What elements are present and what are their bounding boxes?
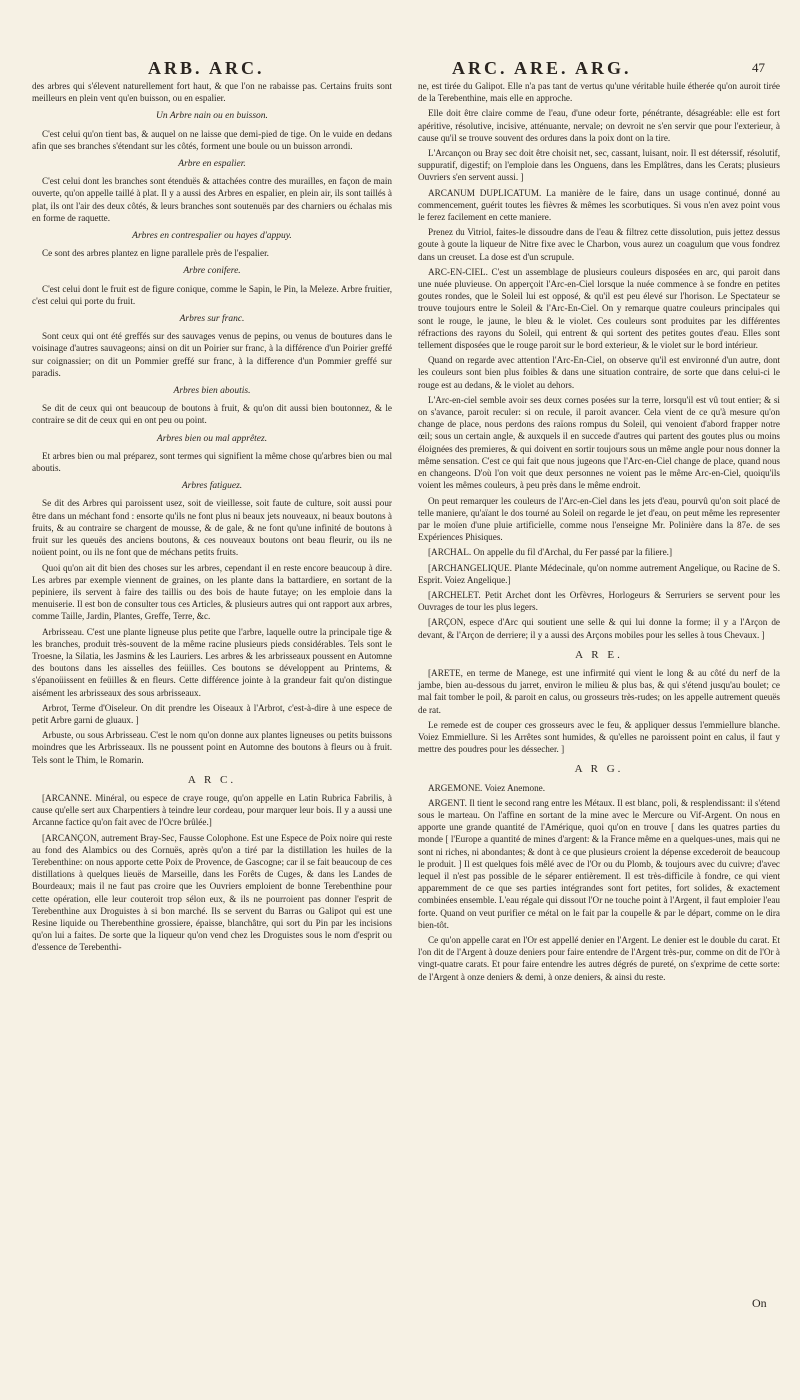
paragraph: [ARCHAL. On appelle du fil d'Archal, du Fer passé par la filiere.] [428,547,673,558]
paragraph: ARGENT. Il tient le second rang entre les Métaux. Il est blanc, poli, & resplendissant: il s'étend sous le marteau. On l'affine en sortant de la mine avec le Mercure ou Vif-Argent. On nous en apporte une grande quantité de l'Amérique, quoi qu'on en trouve [ dans les quatres parties du monde [ l'Europe a quantité de mines d'argent: & la France même en a quelques-unes, mais qui ne sont ni riches, ni abondantes; & dont à ce que plusieurs croient la dépense excederoit de beaucoup le produit. ] Il est quelques fois mêlé avec de l'Or ou du Plomb, & toujours avec du cuivre; d'avec lequel il n'est pas possible de le séparer entièrement. Il est très-difficile à fondre, ce qui vient apparemment de ce que ses parties intégrandes sont fort petites, fort solides, & exactement combinées ensemble. L'eau régale qui dissout l'Or ne touche point à l'Argent, il faut emploier l'eau forte. Quand on veut purifier ce métal on le fait par la coupelle & par le départ, comme on le dira bien-tôt. [418,797,780,930]
paragraph: [ARCANÇON, autrement Bray-Sec, Fausse Colophone. Est une Espece de Poix noire qui reste au fond des Alambics ou des Cornuës, après qu'on a tiré par la distillation les huiles de la Terebenthine: on nous apporte cette Poix de Provence, de Gascogne; car il se fait beaucoup de ces distillations à quelques lieuës de Marseille, dans les Forêts de Cuges, & dans les Landes de Bourdeaux; mais il ne faut pas croire que les Ouvriers emploient de bonne Terebenthine pour cette opération, elle leur couteroit trop sélon eux, & ils ne pourroient pas donner l'esprit de Terebenthine aux Droguistes à si bon marché. Ils se servent du Barras ou Galipot qui est une Resine liquide ou Therebenthine grossiere, épaisse, blanchâtre, qui sort du Pin par les incisions qu'on lui a faites. De sorte que la liqueur qu'on vend chez les Droguistes sous le nom d'esprit ou d'essence de Terebenthi- [32,832,392,953]
section-heading: Arbre conifere. [183,266,241,277]
paragraph: C'est celui dont le fruit est de figure conique, comme le Sapin, le Pin, la Meleze. Arbre fruitier, c'est celui qui porte du fruit. [32,283,392,306]
paragraph: ne, est tirée du Galipot. Elle n'a pas tant de vertus qu'une véritable huile étherée qu'on auroit tirée de la Terebenthine, mais elle en approche. [418,81,780,104]
running-header-right: ARC. ARE. ARG. [452,58,632,78]
paragraph: [ARCHELET. Petit Archet dont les Orfèvres, Horlogeurs & Serruriers se servent pour les Ouvrages de tour les plus legers. [418,589,780,613]
paragraph: Arbrisseau. C'est une plante ligneuse plus petite que l'arbre, laquelle outre la principale tige & les branches, produit très-souvent de la même racine plusieurs pieds considérables. Tels sont le Troesne, la Silatia, les Jasmins & les Lauriers. Les arbres & les arbrisseaux poussent en Automne des boutons dans les aisselles des feüilles. Ces boutons se développent au Printems, & s'épanoüissent en feüilles & en fleurs. Cette différence jointe à la grandeur fait qu'on distingue aisément les arbrisseaux des sous arbrisseaux. [32,626,392,698]
section-heading: Un Arbre nain ou en buisson. [156,111,268,122]
section-heading: Arbre en espalier. [178,159,246,170]
paragraph: [ARCHANGELIQUE. Plante Médecinale, qu'on nomme autrement Angelique, ou Racine de S. Esprit. Voiez Angelique.] [418,562,780,585]
page-number: 47 [752,60,765,75]
running-header-left: ARB. ARC. [148,58,265,78]
paragraph: Se dit des Arbres qui paroissent usez, soit de vieillesse, soit faute de culture, soit aussi pour être dans un méchant fond : ensorte qu'ils ne font plus ni beaux jets nouveaux, ni beaux boutons à fruits, & au contraire se chargent de mousse, & de gale, & ne font qu'une infinité de boutons à fruit sur les queuës des anciens boutons, & ces nouveaux boutons ont beau fleurir, ou ils ne noüent point, ou ils ne font que de méchans petits fruits. [32,498,392,558]
paragraph: Arbuste, ou sous Arbrisseau. C'est le nom qu'on donne aux plantes ligneuses ou petits buissons moindres que les Arbrisseaux. Ils ne poussent point en Automne des boutons à fleurs ou à fruit. Tels sont le Thim, le Romarin. [32,730,392,765]
section-heading: A R C. [187,773,237,786]
paragraph: des arbres qui s'élevent naturellement fort haut, & que l'on ne rabaisse pas. Certains fruits sont meilleurs en plein vent qu'en buisson, ou en espalier. [32,81,392,104]
paragraph: Ce sont des arbres plantez en ligne parallele près de l'espalier. [42,248,269,259]
section-heading: A R E. [575,648,623,661]
paragraph: L'Arc-en-ciel semble avoir ses deux cornes posées sur la terre, lorsqu'il est vû tout entier; & si on s'avance, paroit reculer: si on recule, il paroit avancer. Cela vient de ce qu'à mesure qu'on change de place, nous perdons des raïons rompus du Soleil, qui venoient d'abord frapper notre œil; sous un certain angle, & auxquels il en succede d'autres qui partent des goutes plus ou moins éloignées des premieres, & qui doivent en sortir toujours sous un même angle pour nous donner la même sensation. C'est ce qui fait que nous jugeons que l'Arc-en-Ciel change de place, quand nous en changeons. D'où l'on voit que deux personnes ne voient pas le même Arc-en-Ciel, quoiqu'ils voient les mêmes couleurs, à peu près dans le même endroit. [418,394,780,491]
paragraph: Quand on regarde avec attention l'Arc-En-Ciel, on observe qu'il est environné d'un autre, dont les couleurs sont bien plus foibles & dans une situation contraire, de sorte que dans celui-ci le rouge est au dedans, & le violet au dehors. [418,355,780,390]
catchword: On [752,1296,767,1310]
paragraph: Et arbres bien ou mal préparez, sont termes qui signifient la même chose qu'arbres bien ou mal aboutis. [32,450,392,474]
paragraph: Se dit de ceux qui ont beaucoup de boutons à fruit, & qu'on dit aussi bien boutonnez, & le contraire se dit de ceux qui en ont peu ou point. [32,403,392,426]
paragraph: [ARETE, en terme de Manege, est une infirmité qui vient le long & au côté du nerf de la jambe, bien au-dessous du jarret, environ le milieu & plus bas, & qui s'étend jusqu'au boulet; ce mal fait tomber le poil, & paroit en calus, ou grosseurs très-rudes; on les appelle autrement queuës de rat. [418,667,780,715]
paragraph: Elle doit être claire comme de l'eau, d'une odeur forte, pénétrante, désagréable: elle est fort apéritive, résolutive, incisive, atténuante, nervale; on devroit ne s'en servir que pour l'exterieur, à cause qu'il se trouve souvent des ordures dans la poix dont on la tire. [418,108,780,143]
paragraph: C'est celui qu'on tient bas, & auquel on ne laisse que demi-pied de tige. On le vuide en dedans afin que ses branches s'étendant sur les côtés, forment une boule ou un buisson arrondi. [32,128,392,151]
paragraph: ARCANUM DUPLICATUM. La manière de le faire, dans un usage continué, donné au commencement, guérit toutes les fièvres & mêmes les scorbutiques. Si vous n'en avez point vous le ferez facilement en cette maniere. [418,187,780,223]
paragraph: Prenez du Vitriol, faites-le dissoudre dans de l'eau & filtrez cette dissolution, puis jettez dessus goute à goute la liqueur de Nitre fixe avec le Charbon, vous aurez un coagulum que vous fondrez dans un creuset. La dose est d'un scrupule. [418,227,780,262]
right-text-column [418,80,780,986]
paragraph: Arbrot, Terme d'Oiseleur. On dit prendre les Oiseaux à l'Arbrot, c'est-à-dire à une espece de petit Arbre garni de gluaux. ] [32,702,392,725]
paragraph: ARGEMONE. Voiez Anemone. [428,782,546,793]
section-heading: Arbres bien aboutis. [173,386,251,397]
paragraph: C'est celui dont les branches sont étenduës & attachées contre des murailles, en façon de main ouverte, qu'on appelle taillé à plat. Il y a aussi des Arbres en espalier, en plein air, ils sont taillés à plat, ils ont l'air des deux côtés, & leurs branches sont soutenuës par des charniers ou échalas mis en forme de raquette. [32,176,392,223]
section-heading: A R G. [574,763,624,776]
paragraph: On peut remarquer les couleurs de l'Arc-en-Ciel dans les jets d'eau, pourvû qu'on soit placé de telle maniere, qu'aïant le dos tourné au Soleil on regarde le jet d'eau, on peut même les representer par le moïen d'une pluie artificielle, comme nous l'enseigne Mr. Polinière dans la 87e. de ses Expériences Phisiques. [418,495,780,543]
paragraph: Le remede est de couper ces grosseurs avec le feu, & appliquer dessus l'emmiellure blanche. Voiez Emmiellure. Si les Arrêtes sont humides, & qu'elles ne paroissent point en calus, il faut y mettre des poudres pour les déssecher. ] [418,719,780,755]
section-heading: Arbres en contrespalier ou hayes d'appuy. [132,231,292,242]
section-heading: Arbres bien ou mal apprêtez. [156,433,268,444]
paragraph: Quoi qu'on ait dit bien des choses sur les arbres, cependant il en reste encore beaucoup à dire. Les arbres par exemple viennent de graines, on les plante dans la battardiere, en sortant de la pepiniere, ils servent à faire des taillis ou des bois de haute futaye; on les emploie dans la menuiserie. Il est bon de consulter tous ces Articles, & plusieurs autres qui ont rapport aux arbres, comme Taille, Jardin, Plantes, Greffe, Terre, &c. [32,562,392,622]
section-heading: Arbres fatiguez. [181,481,243,492]
left-text-column [32,80,392,957]
paragraph: [ARCANNE. Minéral, ou espece de craye rouge, qu'on appelle en Latin Rubrica Fabrilis, à cause qu'elle sert aux Charpentiers à teindre leur cordeau, pour marquer leur bois. Il y a aussi une Arcanne factice qu'on fait avec de l'Ocre brûlée.] [32,792,392,828]
paragraph: Sont ceux qui ont été greffés sur des sauvages venus de pepins, ou venus de boutures dans le voisinage d'autres sauvageons; ainsi on dit un Poirier sur franc, à la différence d'un Poirier greffé sur coignassier; on dit un Pommier greffé sur franc, à la difference d'un Pommier greffé sur paradis. [32,331,392,378]
paragraph: L'Arcançon ou Bray sec doit être choisit net, sec, cassant, luisant, noir. Il est déterssif, résolutif, suppuratif, digestif; on l'emploie dans les Onguens, dans les Emplâtres, dans les Cerats; plusieurs Ouvriers s'en servent aussi. ] [418,148,780,183]
paragraph: ARC-EN-CIEL. C'est un assemblage de plusieurs couleurs disposées en arc, qui paroit dans une nuée pluvieuse. On apperçoit l'Arc-en-Ciel lorsque la nuée commence à se fondre en petites goutes rondes, que le Soleil lui est opposé, & qu'il est peu élevé sur l'horison. Le Spectateur se trouve toujours entre le Soleil & l'Arc-En-Ciel. On y remarque quatre couleurs principales qui sont le rouge, le jaune, le bleu & le violet. Ces couleurs sont produites par les différentes réfractions des rayons du Soleil, qui entrent & qui sortent des petites goutes d'eau. Elles sont tellement disposées que le rouge paroit sur le bord exterieur, & le violet sur le bord intérieur. [418,266,780,351]
paragraph: Ce qu'on appelle carat en l'Or est appellé denier en l'Argent. Le denier est le double du carat. Et l'on dit de l'Argent à douze deniers pour faire entendre de l'Argent très-pur, comme on dit de l'Or à vingt-quatre carats. Et pour faire entendre les autres dégrés de pureté, on s'exprime de cette sorte: de l'Argent à onze deniers & demi, à onze deniers, & ainsi du reste. [418,935,780,982]
section-heading: Arbres sur franc. [179,314,245,325]
paragraph: [ARÇON, espece d'Arc qui soutient une selle & qui lui donne la forme; il y a l'Arçon de devant, & l'Arçon de derriere; il y a aussi des Arçons mobiles pour les selles à tous Chevaux. ] [418,617,780,640]
